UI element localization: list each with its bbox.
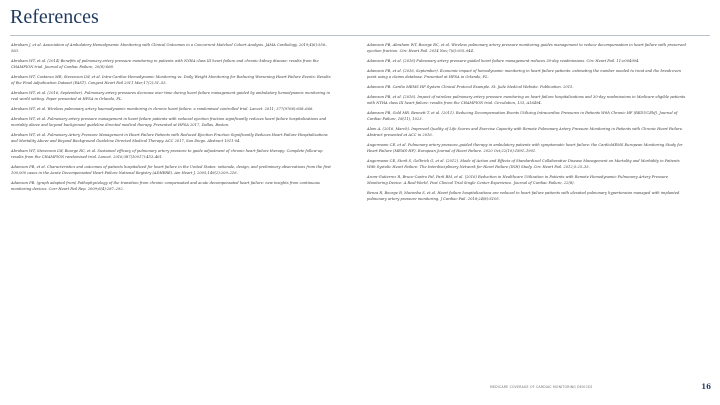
reference-item: Adamson PB. (graph adapted from) Pathophysiology of the transition from chronic compensated and acute decompensated heart failure: new insights from continuous monitoring devices. Curr Heart Fail Rep. 2009;6(4):287–292. bbox=[11, 180, 320, 191]
title-divider bbox=[10, 35, 710, 36]
reference-item: Arora-Gutierrez R, Bruce-Castro Pal, Park BM, et al. (2016) Reduction in Healthcare Utilization in Patients with Remote Hemodynamic Pulmonary Artery Pressure Monitoring Device: A Real-World, Post Clinical Trial Single Center Experience. Journal of Cardiac Failure, 22(8). bbox=[367, 174, 669, 185]
reference-item: Abraham WT, et al. (2014) Benefits of pulmonary artery pressure monitoring in patients with NYHA class III heart failure and chronic kidney disease: results from the CHAMPION trial. Journal of Cardiac Failure, 20(8):S68. bbox=[11, 59, 319, 70]
reference-item: Abraham WT, Costanzo MR, Stevenson LW, et al. Intra-Cardiac Hemodynamic Monitoring vs. Daily Weight Monitoring for Reducing Worsening Heart Failure Events: Results of the Final Adjudication Dataset (FAST). Congest Heart Fail 2011 Mar;17(2):51–55. bbox=[11, 75, 331, 86]
reference-item: Adamson PB, Gold MR, Bennett T, et al. (2011). Reducing Decompensation Events Utilizing Intracardiac Pressures in Patients With Chronic HF (REDUCEhf). Journal of Cardiac Failure, 18(11), 1023. bbox=[367, 110, 678, 121]
page-title: References bbox=[10, 6, 99, 28]
reference-item: Adamson PB. Cardio MEMS HF System Clinical Protocol Example. St. Jude Medical Website. Publication. 2015. bbox=[367, 84, 574, 89]
reference-item: Abraham WT, et al. Pulmonary artery pressure management in heart failure patients with reduced ejection fraction significantly reduces heart failure hospitalizations and mortality above and beyond background guideline directed medical therapy. Presented at HFSA 2017, Dallas, Boston. bbox=[11, 116, 327, 127]
reference-item: Adamson PB, et al. (2016) Pulmonary artery pressure-guided heart failure management reduces 30-day readmissions. Circ Heart Fail. 11:e004904. bbox=[367, 59, 640, 63]
reference-item: Abraham WT, et al. Wireless pulmonary artery haemodynamic monitoring in chronic heart failure: a randomised controlled trial. Lancet. 2011; 377(9766):658–666. bbox=[11, 107, 314, 111]
reference-item: Adamson PB, et al. (2016). Impact of wireless pulmonary artery pressure monitoring on heart failure hospitalizations and 30-day readmissions in Medicare-eligible patients with NYHA class III heart failure: results from the CHAMPION trial. Circulation, 133, A16494. bbox=[367, 94, 686, 105]
references-column-right bbox=[367, 42, 689, 206]
reference-item: Abraham J, et al. Association of Ambulatory Hemodynamic Monitoring with Clinical Outcomes in a Concurrent Matched Cohort Analysis. JAMA Cardiology. 2019;4(6):556–563. bbox=[11, 43, 327, 54]
references-column-left bbox=[11, 42, 333, 196]
reference-item: Angermann CE, Stork S, Gelbrich G, et al. (2012). Mode of Action and Effects of Standardized Collaborative Disease Management on Mortality and Morbidity in Patients With Systolic Heart Failure: The Interdisciplinary Network for Heart Failure (INH) Study. Circ Heart Fail. 2012;5:25–35. bbox=[367, 158, 680, 169]
reference-item: Adamson PB, Abraham WT, Bourge RC, et al. Wireless pulmonary artery pressure monitoring guides management to reduce decompensation in heart failure with preserved ejection fraction. Circ Heart Fail. 2014 Nov;7(6):935–944. bbox=[367, 43, 686, 54]
page-number: 16 bbox=[701, 382, 711, 391]
reference-item: Adamson PB, et al. Characteristics and outcomes of patients hospitalized for heart failure in the United States: rationale, design, and preliminary observations from the first 100,000 cases in the Acute Decompensated Heart Failure National Registry (ADHERE). Am Heart J. 2005;149(2):209–216. bbox=[11, 164, 331, 175]
reference-item: Angermann CE, et al. Pulmonary artery pressure–guided therapy in ambulatory patients with symptomatic heart failure: the CardioMEMS European Monitoring Study for Heart Failure (MEMS-HF). European Journal of Heart Failure. 2020 Oct;22(10):1891–1901. bbox=[367, 142, 683, 153]
page-footer: MEDICARE COVERAGE OF CARDIAC MONITORING DEVICES bbox=[490, 385, 593, 389]
reference-item: Benza R, Bourge R, Mazimba S, et al. Heart failure hospitalizations are reduced in heart failure patients with elevated pulmonary hypertension managed with implanted pulmonary artery pressure monitoring. J Cardiac Fail. 2018;24(8):S105. bbox=[367, 190, 680, 201]
reference-item: Adamson PB, et al. (2016, September). Economic impact of hemodynamic monitoring in heart failure patients: estimating the number needed to treat and the break-even point using a claims database. Presented at HFSA in Orlando, FL. bbox=[367, 68, 681, 79]
reference-item: Alam A. (2016, March). Improved Quality of Life Scores and Exercise Capacity with Remote Pulmonary Artery Pressure Monitoring in Patients with Chronic Heart Failure. Abstract presented at ACC in 2016. bbox=[367, 126, 684, 137]
reference-item: Abraham WT, et al. (2016, September). Pulmonary artery pressures decrease over time during heart failure management guided by ambulatory hemodynamic monitoring in real world setting. Paper presented at HFSA in Orlando, FL. bbox=[11, 91, 331, 102]
reference-item: Abraham WT, Stevenson LW, Bourge RC, et al. Sustained efficacy of pulmonary artery pressure to guide adjustment of chronic heart failure therapy: Complete follow-up results from the CHAMPION randomised trial. Lancet. 2016;387(10017):453–461. bbox=[11, 148, 323, 159]
reference-item: Abraham WT, et al. Pulmonary Artery Pressure Management in Heart Failure Patients with Reduced Ejection Fraction Significantly Reduces Heart Failure Hospitalizations and Mortality Above and Beyond Background Guideline Directed Medical Therapy. ACC 2017, San Diego. Abstract 1011-04. bbox=[11, 132, 328, 143]
